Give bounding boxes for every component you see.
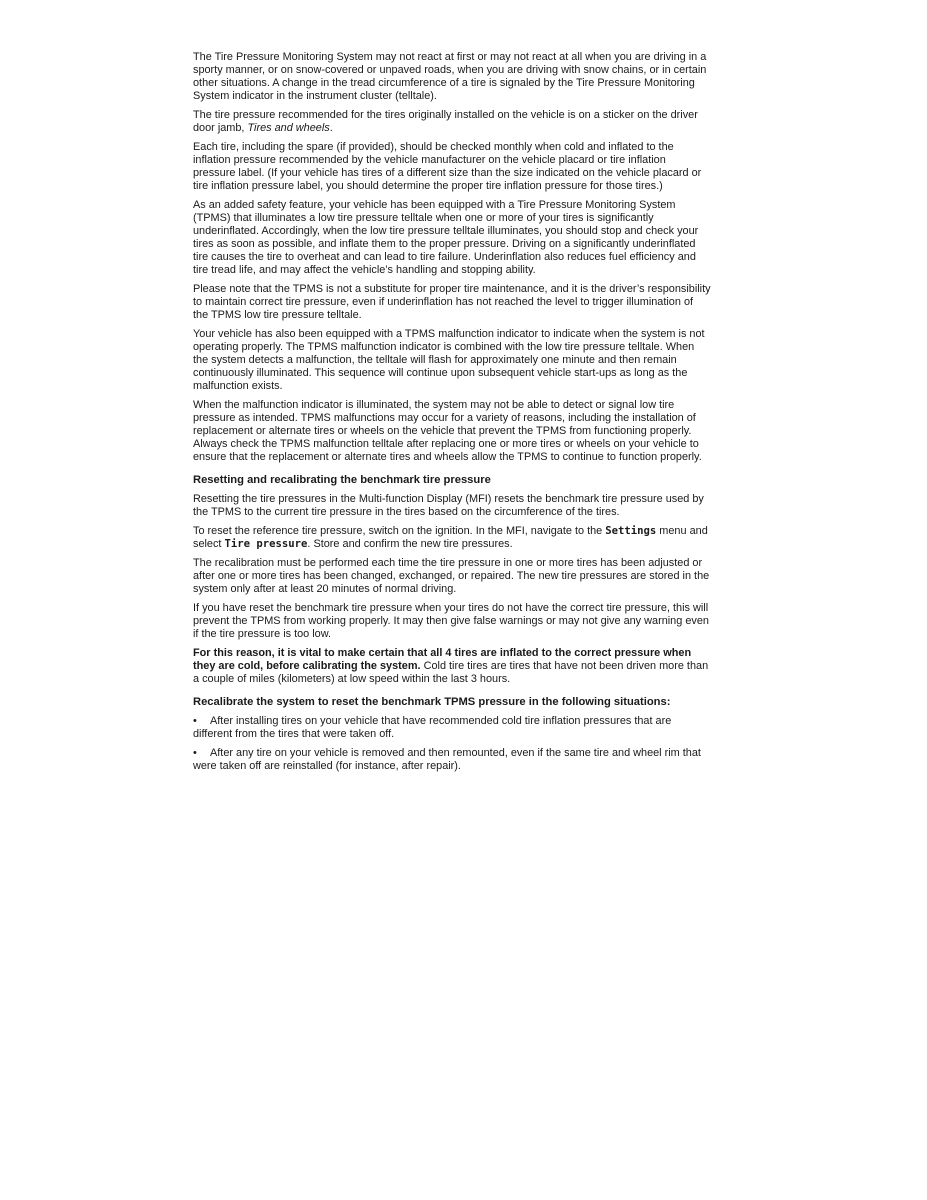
manual-page-body xyxy=(193,51,711,779)
paragraph-recalibration-when: The recalibration must be performed each time the tire pressure in one or more tires has been adjusted or after one or more tires has been changed, exchanged, or repaired. The new tire pressures are stored in the system only after at least 20 minutes of normal driving. xyxy=(193,557,710,595)
paragraph-tpms-reaction: The Tire Pressure Monitoring System may not react at first or may not react at all when you are driving in a sporty manner, or on snow-covered or unpaved roads, when you are driving with snow chains, or in certain other situations. A change in the tread circumference of a tire is signaled by the Tire Pressure Monitoring System indicator in the instrument cluster (telltale). xyxy=(193,51,707,102)
list-item-text: After installing tires on your vehicle that have recommended cold tire inflation pressures that are different from the tires that were taken off. xyxy=(193,715,672,740)
tires-and-wheels-reference: Tires and wheels xyxy=(247,122,330,134)
reset-instructions-b: menu and select xyxy=(193,525,708,550)
recommended-pressure-end: . xyxy=(329,122,333,134)
paragraph-malfunction-indicator: Your vehicle has also been equipped with a TPMS malfunction indicator to indicate when the system is not operating properly. The TPMS malfunction indicator is combined with the low tire pressure telltale. When the system detects a malfunction, the telltale will flash for approximately one minute and then remain continuously illuminated. This sequence will continue upon subsequent vehicle start-ups as long as the malfunction exists. xyxy=(193,328,705,392)
recommended-pressure-text: The tire pressure recommended for the tires originally installed on the vehicle is on a sticker on the driver door jamb, xyxy=(193,109,698,134)
heading-resetting-recalibrating: Resetting and recalibrating the benchmark tire pressure xyxy=(193,474,491,486)
paragraph-cold-tires xyxy=(193,647,711,686)
paragraph-not-substitute: Please note that the TPMS is not a substitute for proper tire maintenance, and it is the driver’s responsibility to maintain correct tire pressure, even if underinflation has not reached the level to trigger illumination of the TPMS low tire pressure telltale. xyxy=(193,283,711,321)
list-item xyxy=(193,747,711,773)
cold-tires-definition: Cold tire tires are tires that have not been driven more than a couple of miles (kilometers) at low speed within the last 3 hours. xyxy=(193,660,709,685)
cold-tires-warning: For this reason, it is vital to make certain that all 4 tires are inflated to the correct pressure when they are cold, before calibrating the system. xyxy=(193,647,692,672)
bullet-icon: • xyxy=(193,747,197,759)
paragraph-recommended-pressure xyxy=(193,109,711,135)
paragraph-reset-instructions xyxy=(193,525,711,551)
bullet-icon: • xyxy=(193,715,197,727)
reset-instructions-c: . Store and confirm the new tire pressures. xyxy=(307,538,513,550)
list-item xyxy=(193,715,711,741)
heading-recalibrate-situations: Recalibrate the system to reset the benchmark TPMS pressure in the following situations: xyxy=(193,696,671,708)
paragraph-safety-feature: As an added safety feature, your vehicle has been equipped with a Tire Pressure Monitoring System (TPMS) that illuminates a low tire pressure telltale when one or more of your tires is significantly underinflated. Accordingly, when the low tire pressure telltale illuminates, you should stop and check your tires as soon as possible, and inflate them to the proper pressure. Driving on a significantly underinflated tire causes the tire to overheat and can lead to tire failure. Underinflation also reduces fuel efficiency and tire tread life, and may affect the vehicle’s handling and stopping ability. xyxy=(193,199,699,276)
paragraph-resetting-mfi: Resetting the tire pressures in the Multi-function Display (MFI) resets the benchmark tire pressure used by the TPMS to the current tire pressure in the tires based on the circumference of the tires. xyxy=(193,493,704,518)
list-item-text: After any tire on your vehicle is removed and then remounted, even if the same tire and wheel rim that were taken off are reinstalled (for instance, after repair). xyxy=(193,747,701,772)
reset-instructions-a: To reset the reference tire pressure, switch on the ignition. In the MFI, navigate to the xyxy=(193,525,606,537)
paragraph-monthly-check: Each tire, including the spare (if provided), should be checked monthly when cold and inflated to the inflation pressure recommended by the vehicle manufacturer on the vehicle placard or tire inflation pressure label. (If your vehicle has tires of a different size than the size indicated on the vehicle placard or tire inflation pressure label, you should determine the proper tire inflation pressure for those tires.) xyxy=(193,141,702,192)
paragraph-incorrect-reset: If you have reset the benchmark tire pressure when your tires do not have the correct tire pressure, this will prevent the TPMS from working properly. It may then give false warnings or may not give any warning even if the tire pressure is too low. xyxy=(193,602,709,640)
tire-pressure-menu-label: Tire pressure xyxy=(224,538,308,550)
settings-menu-label: Settings xyxy=(605,525,657,537)
paragraph-malfunction-illuminated: When the malfunction indicator is illuminated, the system may not be able to detect or signal low tire pressure as intended. TPMS malfunctions may occur for a variety of reasons, including the installation of replacement or alternate tires or wheels on the vehicle that prevent the TPMS from functioning properly. Always check the TPMS malfunction telltale after replacing one or more tires or wheels on your vehicle to ensure that the replacement or alternate tires and wheels allow the TPMS to continue to function properly. xyxy=(193,399,702,463)
